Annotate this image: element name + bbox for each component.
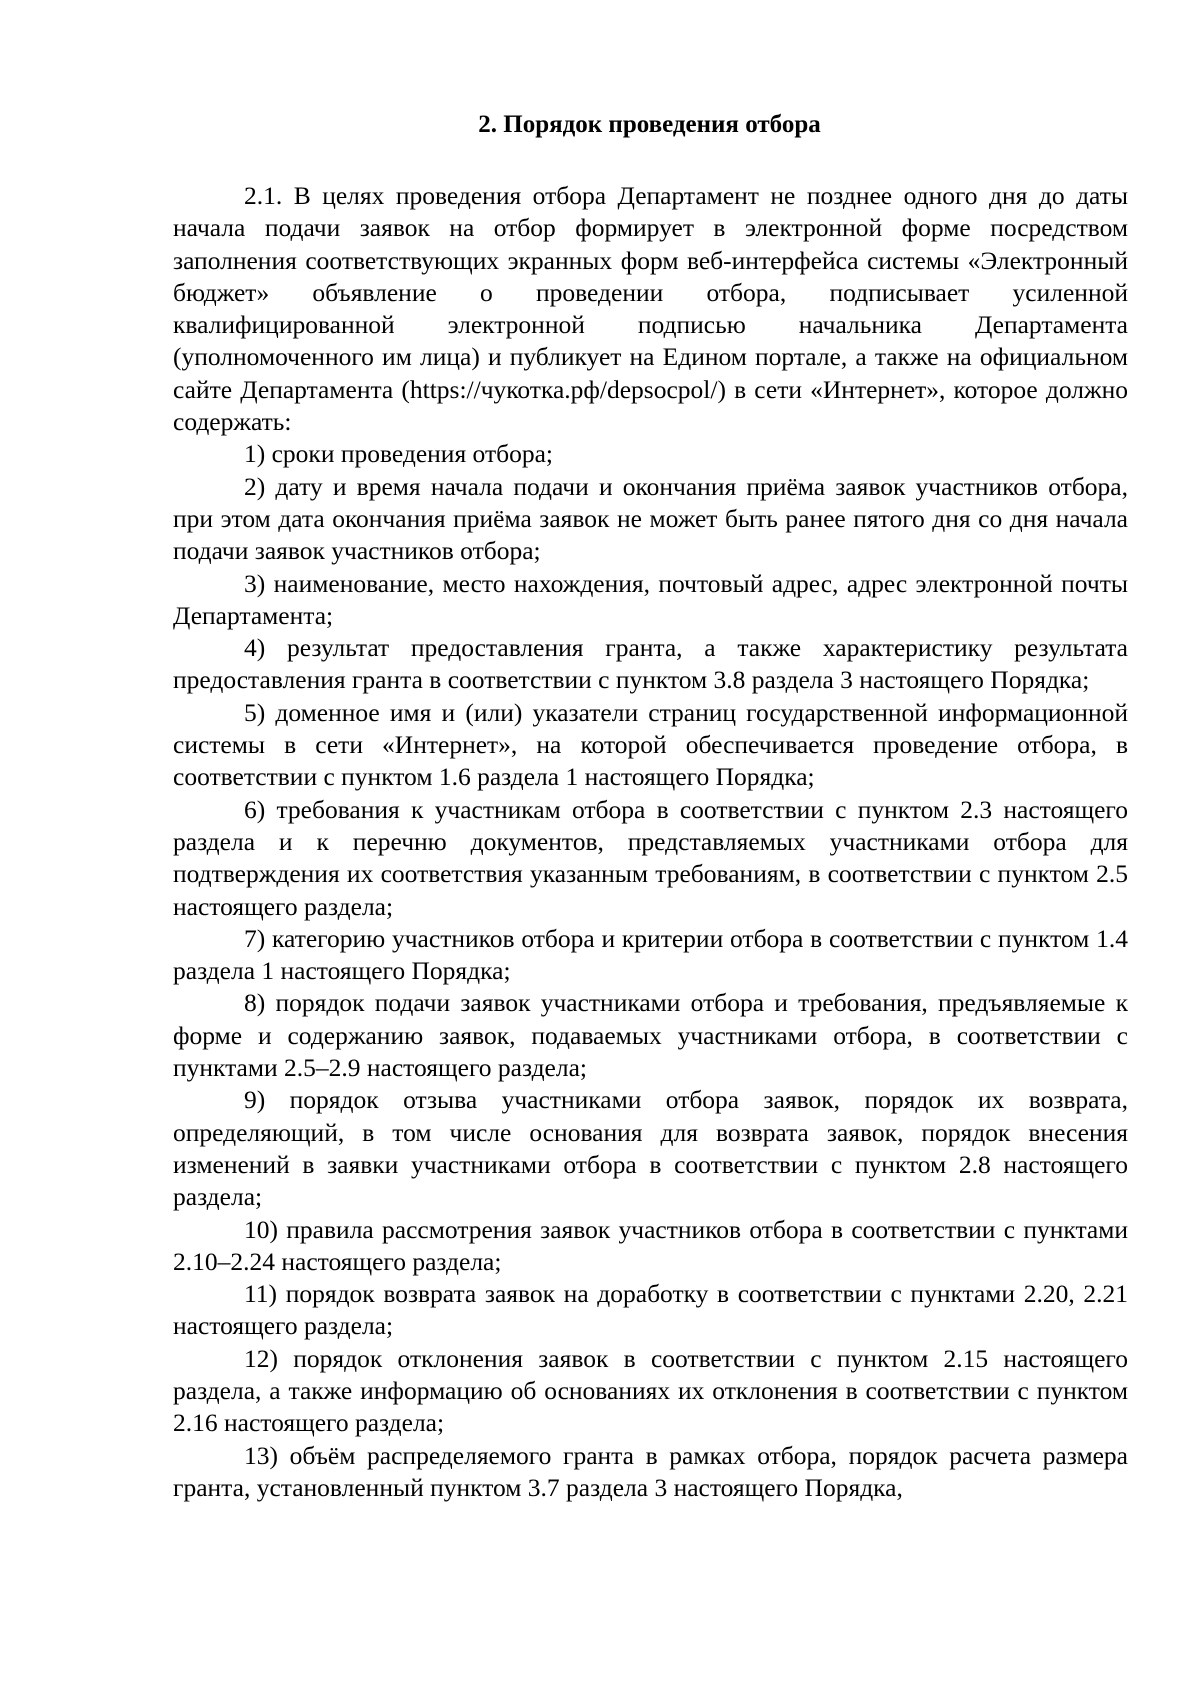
list-item-7: 7) категорию участников отбора и критерии отбора в соответствии с пунктом 1.4 раздела 1 настоящего Порядка; (173, 923, 1128, 986)
list-item-2: 2) дату и время начала подачи и окончания приёма заявок участников отбора, при этом дата окончания приёма заявок не может быть ранее пятого дня со дня начала подачи заявок участников отбора; (173, 471, 1128, 566)
section-heading: 2. Порядок проведения отбора (478, 111, 821, 138)
list-item-6: 6) требования к участникам отбора в соответствии с пунктом 2.3 настоящего раздела и к перечню документов, представляемых участниками отбора для подтверждения их соответствия указанным требованиям, в соответствии с пунктом 2.5 настоящего раздела; (173, 794, 1128, 921)
list-item-8: 8) порядок подачи заявок участниками отбора и требования, предъявляемые к форме и содержанию заявок, подаваемых участниками отбора, в соответствии с пунктами 2.5–2.9 настоящего раздела; (173, 988, 1128, 1083)
list-item-9: 9) порядок отзыва участниками отбора заявок, порядок их возврата, определяющий, в том числе основания для возврата заявок, порядок внесения изменений в заявки участниками отбора в соответствии с пунктом 2.8 настоящего раздела; (173, 1085, 1128, 1212)
list-item-3: 3) наименование, место нахождения, почтовый адрес, адрес электронной почты Департамента; (173, 568, 1128, 630)
list-item-11: 11) порядок возврата заявок на доработку в соответствии с пунктами 2.20, 2.21 настоящего раздела; (173, 1279, 1128, 1341)
list-item-1: 1) сроки проведения отбора; (244, 439, 553, 469)
list-item-5: 5) доменное имя и (или) указатели страниц государственной информационной системы в сети «Интернет», на которой обеспечивается проведение отбора, в соответствии с пунктом 1.6 раздела 1 настоящего Порядка; (173, 697, 1128, 792)
list-item-12: 12) порядок отклонения заявок в соответствии с пунктом 2.15 настоящего раздела, а также информацию об основаниях их отклонения в соответствии с пунктом 2.16 настоящего раздела; (173, 1343, 1128, 1438)
list-item-13: 13) объём распределяемого гранта в рамках отбора, порядок расчета размера гранта, установленный пунктом 3.7 раздела 3 настоящего Порядка, (173, 1440, 1128, 1502)
list-item-4: 4) результат предоставления гранта, а также характеристику результата предоставления гранта в соответствии с пунктом 3.8 раздела 3 настоящего Порядка; (173, 633, 1128, 695)
section-body (173, 180, 1128, 1504)
list-item-10: 10) правила рассмотрения заявок участников отбора в соответствии с пунктами 2.10–2.24 настоящего раздела; (173, 1214, 1128, 1276)
paragraph-2-1: 2.1. В целях проведения отбора Департамент не позднее одного дня до даты начала подачи заявок на отбор формирует в электронной форме посредством заполнения соответствующих экранных форм веб-интерфейса системы «Электронный бюджет» объявление о проведении отбора, подписывает усиленной квалифицированной электронной подписью начальника Департамента (уполномоченного им лица) и публикует на Едином портале, а также на официальном сайте Департамента (https://чукотка.рф/depsocpol/) в сети «Интернет», которое должно содержать: (173, 181, 1128, 437)
